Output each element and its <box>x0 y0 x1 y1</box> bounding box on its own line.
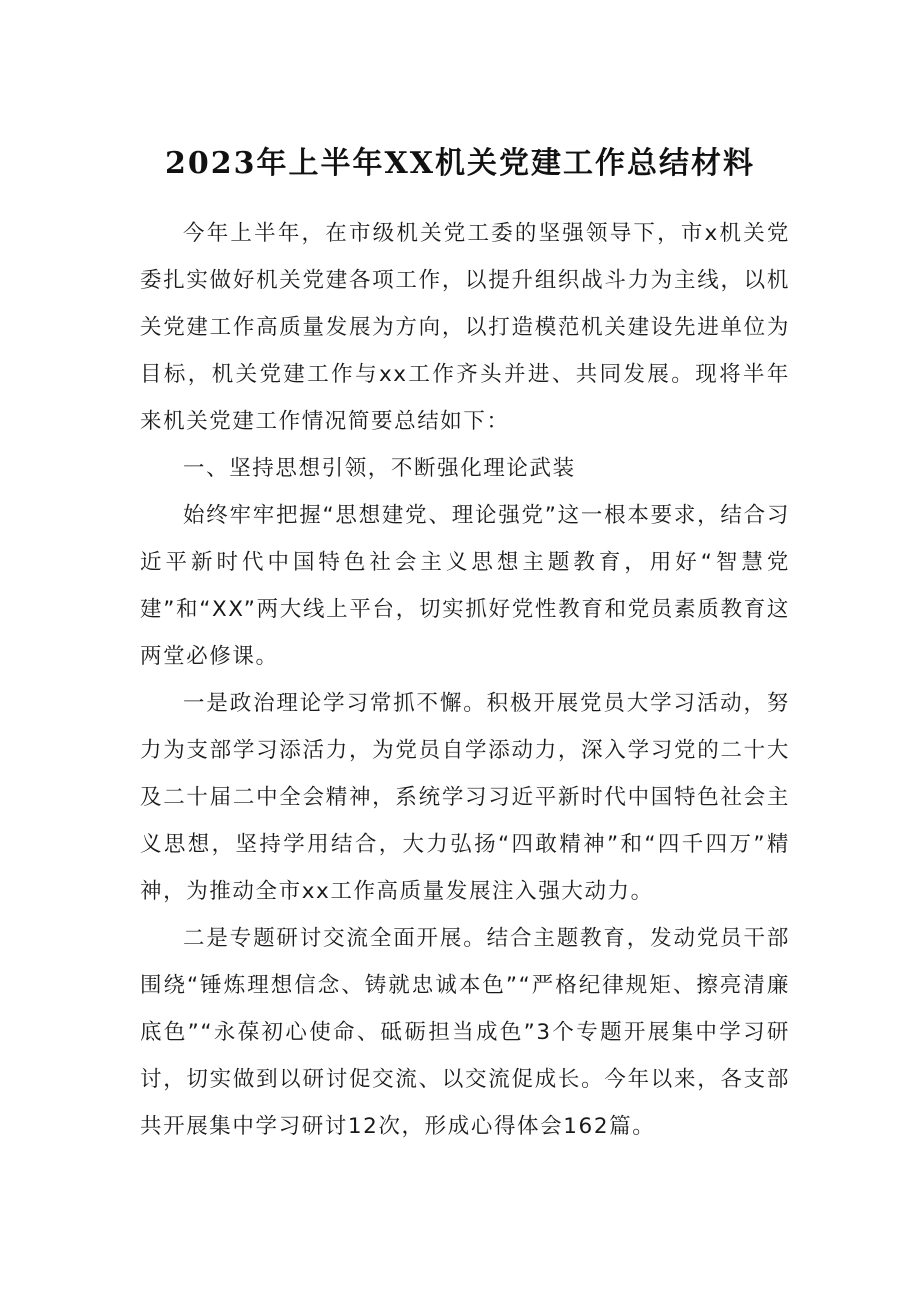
section-heading-1: 一、坚持思想引领，不断强化理论武装 <box>183 456 576 481</box>
paragraph-point-2: 二是专题研讨交流全面开展。结合主题教育，发动党员干部围绕“锤炼理想信念、铸就忠诚本色”“严格纪律规矩、擦亮清廉底色”“永葆初心使命、砥砺担当成色”3个专题开展集中学习研讨，切实做到以研讨促交流、以交流促成长。今年以来，各支部共开展集中学习研讨12次，形成心得体会162篇。 <box>140 926 790 1139</box>
paragraph-point-1: 一是政治理论学习常抓不懈。积极开展党员大学习活动，努力为支部学习添活力，为党员自学添动力，深入学习党的二十大及二十届二中全会精神，系统学习习近平新时代中国特色社会主义思想，坚持学用结合，大力弘扬“四敢精神”和“四千四万”精神，为推动全市xx工作高质量发展注入强大动力。 <box>140 691 790 904</box>
document-title: 2023年上半年XX机关党建工作总结材料 <box>164 146 756 181</box>
paragraph-section-1: 始终牢牢把握“思想建党、理论强党”这一根本要求，结合习近平新时代中国特色社会主义思想主题教育，用好“智慧党建”和“XX”两大线上平台，切实抓好党性教育和党员素质教育这两堂必修课。 <box>140 503 790 669</box>
paragraph-intro: 今年上半年，在市级机关党工委的坚强领导下，市x机关党委扎实做好机关党建各项工作，以提升组织战斗力为主线，以机关党建工作高质量发展为方向，以打造模范机关建设先进单位为目标，机关党建工作与xx工作齐头并进、共同发展。现将半年来机关党建工作情况简要总结如下： <box>140 221 790 434</box>
document-body <box>140 210 790 1150</box>
